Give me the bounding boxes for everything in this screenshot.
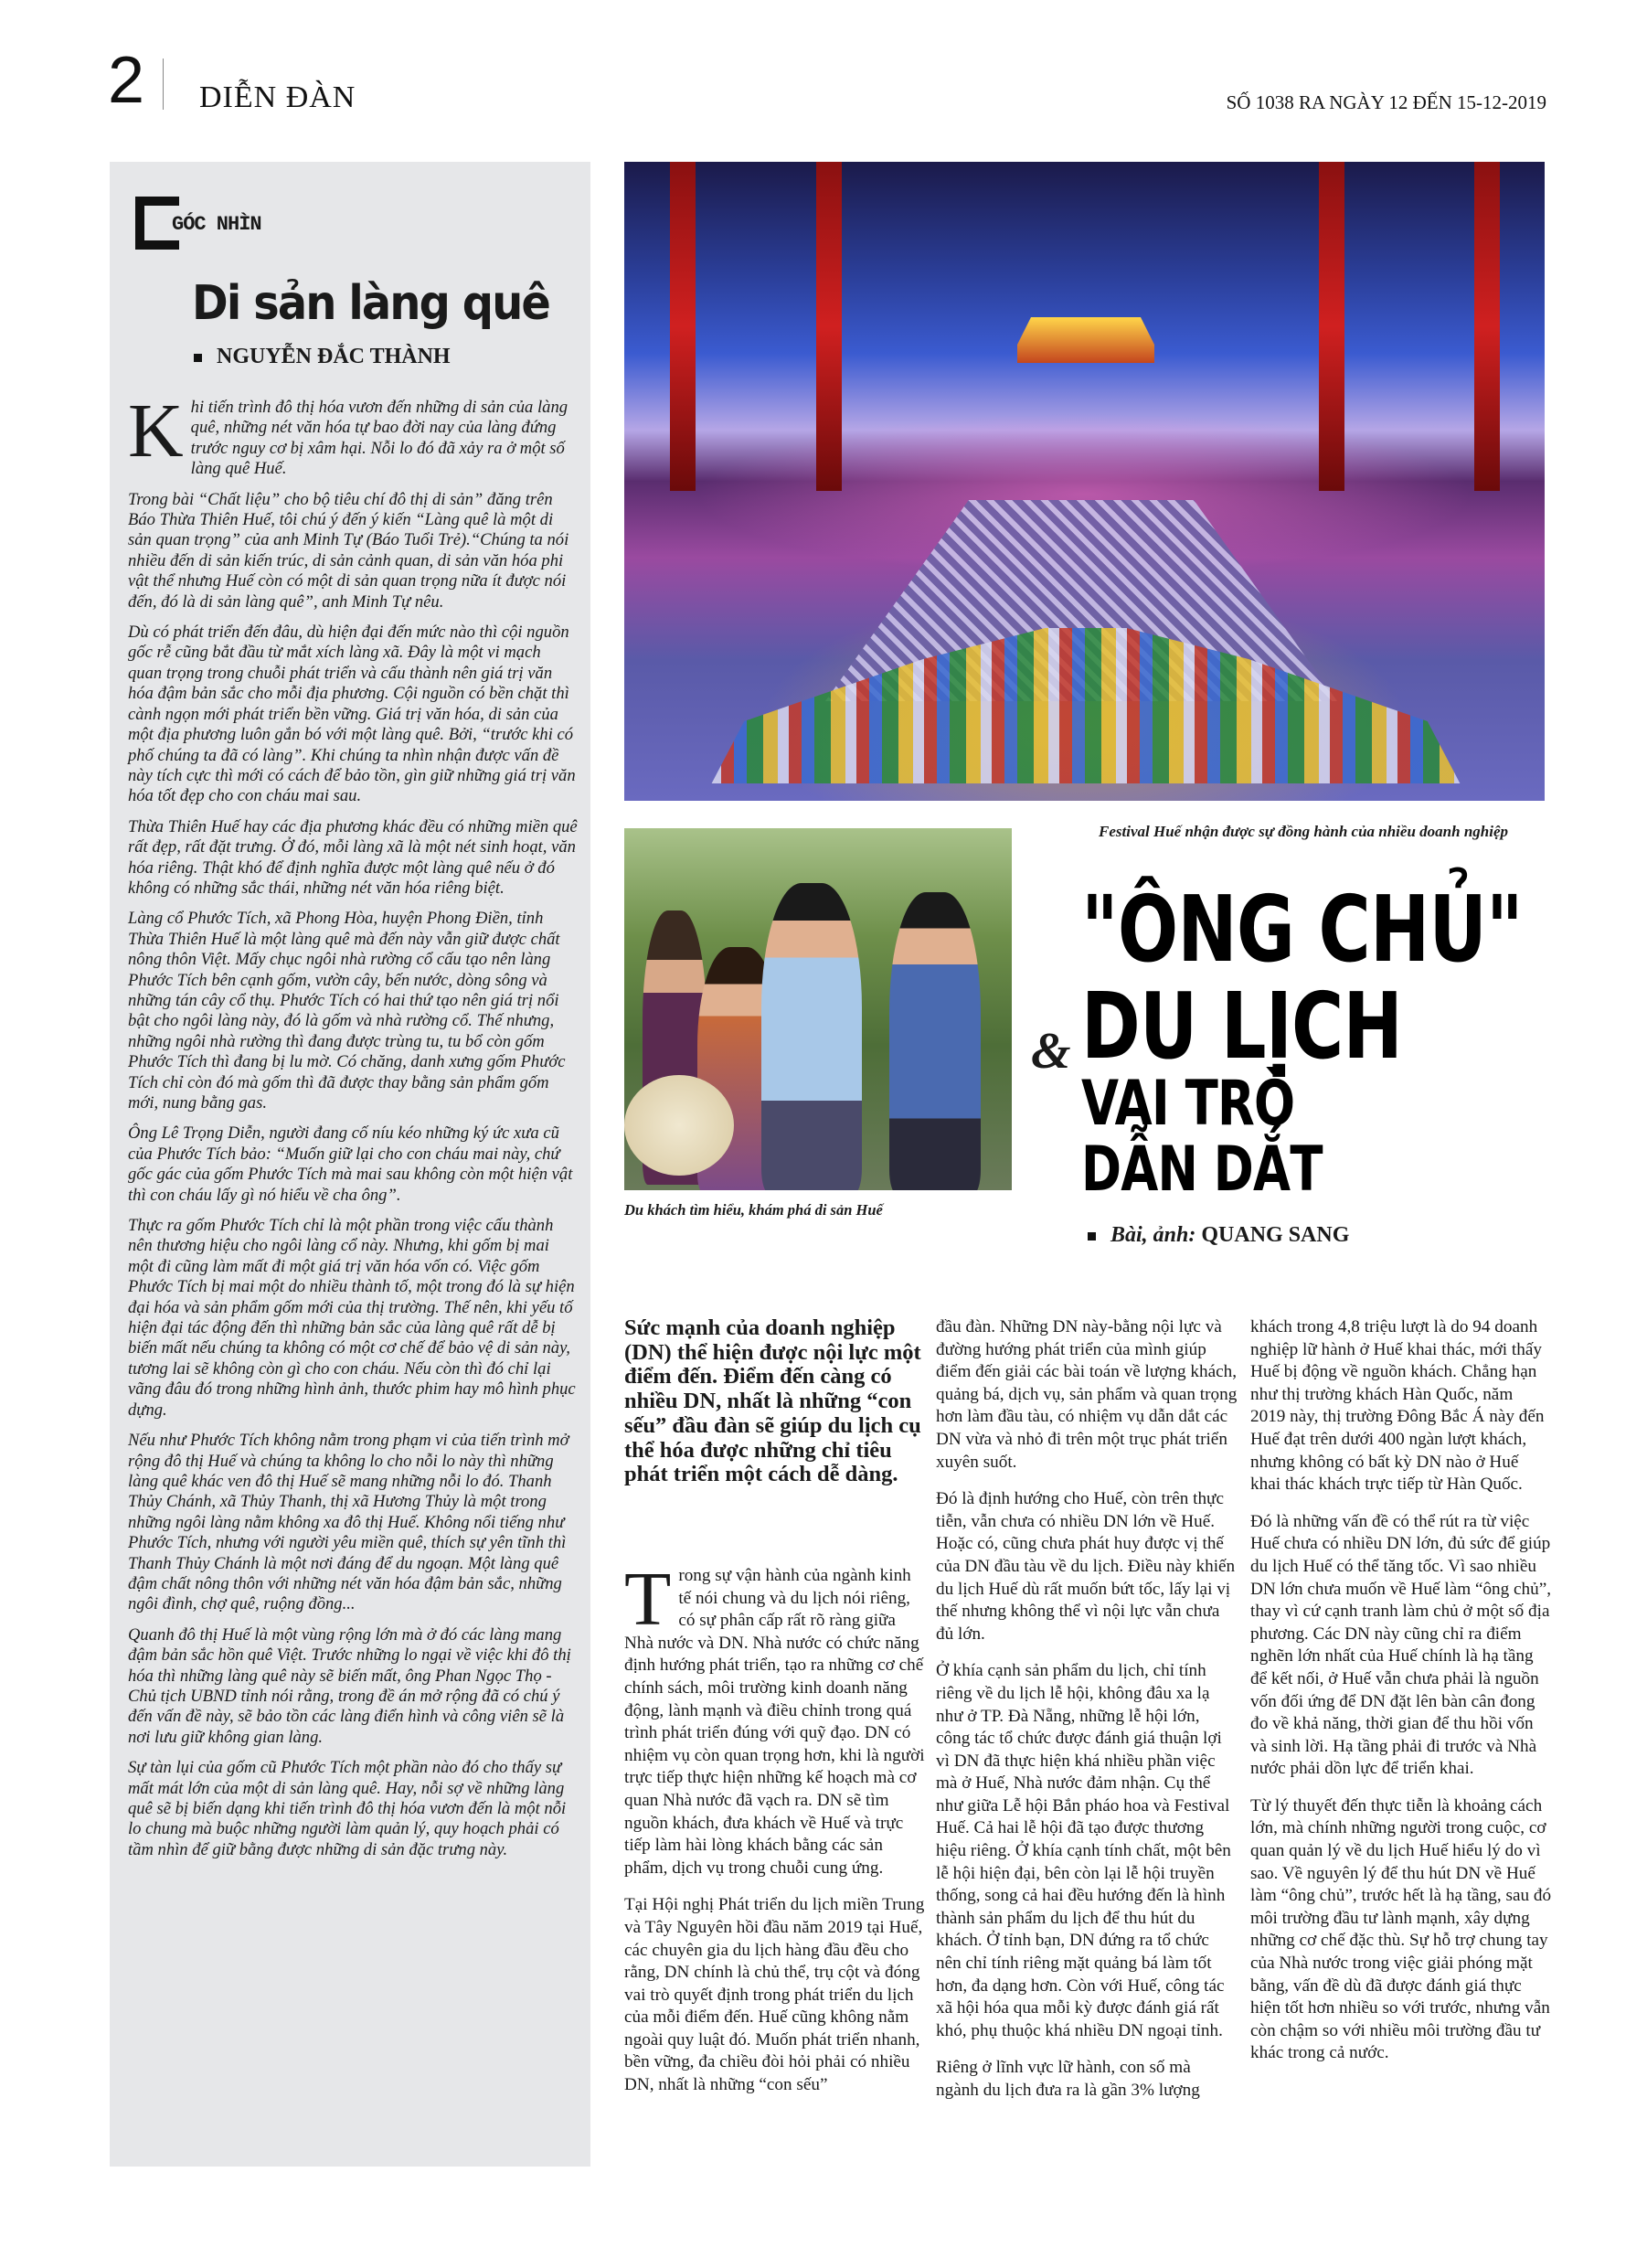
paragraph: Nếu như Phước Tích không nằm trong phạm vi của tiến trình mở rộng đô thị Huế và chúng ta không lo cho nỗi lo này thì những làng quê khác ven đô thị Huế sẽ mang những nỗi lo đó. Thanh Thủy Chánh, xã Thủy Thanh, thị xã Hương Thủy là một trong những ngôi làng nằm không xa đô thị Huế. Không nổi tiếng như Phước Tích, nhưng với người yêu miền quê, thích sự yên tĩnh thì Thanh Thủy Chánh là một nơi đáng để du ngoạn. Một làng quê đậm chất nông thôn với những nét văn hóa đậm bản sắc, những ngôi đình, chợ quê, ruộng đồng... — [128, 1431, 569, 1614]
page-number: 2 — [108, 44, 145, 117]
sidebar-title: Di sản làng quê — [192, 276, 550, 331]
paragraph — [128, 389, 578, 480]
paragraph-text: rong sự vận hành của ngành kinh tế nói chung và du lịch nói riêng, có sự phân cấp rất rõ ràng giữa Nhà nước và DN. Nhà nước có chức năng định hướng phát triển, tạo ra những cơ chế chính sách, môi trường kinh doanh năng động, lành mạnh và điều chỉnh trong quá trình phát triển đúng với quỹ đạo. DN có nhiệm vụ còn quan trọng hơn, khi là người trực tiếp thực hiện những kế hoạch mà cơ quan Nhà nước đã vạch ra. DN sẽ tìm nguồn khách, đưa khách về Huế và trực tiếp làm hài lòng khách bằng các sản phẩm, dịch vụ trong chuỗi cung ứng. — [624, 1566, 925, 1878]
article-column-3 — [1250, 1316, 1552, 2080]
byline-name: QUANG SANG — [1201, 1223, 1350, 1247]
headline-ampersand: & — [1031, 1023, 1071, 1080]
byline-label: Bài, ảnh: — [1110, 1223, 1196, 1247]
paragraph: Làng cổ Phước Tích, xã Phong Hòa, huyện Phong Điền, tỉnh Thừa Thiên Huế là một làng quê mà đến này vẫn giữ được chất nông thôn Việt. Mấy chục ngôi nhà rường cổ cấu tạo nên làng Phước Tích bên cạnh gốm, vườn cây, bến nước, dòng sông và những tán cây cổ thụ. Phước Tích có hai thứ tạo nên giá trị nổi bật cho ngôi làng này, đó là gốm và nhà rường cổ. Thế nhưng, những ngôi nhà rường thì đang được trùng tu, tu bổ còn gốm Phước Tích thì đang bị lu mờ. Có chăng, danh xưng gốm Phước Tích chỉ còn đó mà gốm thì đã được thay bằng sản phẩm gốm mới, nung bằng gas. — [128, 909, 566, 1113]
paragraph: Dù có phát triển đến đâu, dù hiện đại đến mức nào thì cội nguồn gốc rễ cũng bắt đầu từ mắt xích làng xã. Đây là một vi mạch quan trọng trong chuỗi phát triển và cấu thành nên giá trị văn hóa đậm bản sắc cho mỗi địa phương. Cội nguồn có bền chặt thì cành ngọn mới phát triển bền vững. Giá trị văn hóa, di sản của một địa phương luôn gắn bó với một làng quê. Bởi, “trước khi có phố chúng ta đã có làng”. Khi chúng ta nhìn nhận được vấn đề này tích cực thì mới có cách để bảo tồn, gìn giữ những giá trị văn hóa tốt đẹp cho con cháu mai sau. — [128, 623, 576, 806]
paragraph: Trong bài “Chất liệu” cho bộ tiêu chí đô thị di sản” đăng trên Báo Thừa Thiên Huế, tôi chú ý đến ý kiến “Làng quê là một di sản quan trọng” của anh Minh Tự (Báo Tuổi Trẻ).“Chúng ta nói nhiều đến di sản kiến trúc, di sản cảnh quan, di sản văn hóa phi vật thể nhưng Huế còn có một di sản quan trọng nữa ít được nói đến, đó là di sản làng quê”, anh Minh Tự nêu. — [128, 489, 569, 612]
headline-line: DẪN DẮT — [1081, 1134, 1323, 1206]
headline-line: DU LỊCH — [1081, 973, 1403, 1080]
small-photo-caption: Du khách tìm hiểu, khám phá di sản Huế — [624, 1201, 883, 1219]
paragraph: Thừa Thiên Huế hay các địa phương khác đều có những miền quê rất đẹp, rất đặt trưng. Ở đó, mỗi làng xã là một nét sinh hoạt, văn hóa riêng. Thật khó để định nghĩa được một làng quê nếu ở đó không có những sắc thái, những nét văn hóa riêng biệt. — [128, 816, 578, 898]
paragraph: Sự tàn lụi của gốm cũ Phước Tích một phần nào đó cho thấy sự mất mát lớn của một di sản làng quê. Hay, nỗi sợ về những làng quê sẽ bị biến dạng khi tiến trình đô thị hóa vươn đến là một nỗi lo chung mà buộc những người làm quản lý, quy hoạch phải có tầm nhìn để giữ bằng được những di sản đặc trưng này. — [128, 1758, 567, 1859]
paragraph: khách trong 4,8 triệu lượt là do 94 doanh nghiệp lữ hành ở Huế khai thác, mới thấy Huế bị động về nguồn khách. Chẳng hạn như thị trường khách Hàn Quốc, năm 2019 này, thị trường Đông Bắc Á này đến Huế đạt trên dưới 400 ngàn lượt khách, nhưng không có bất kỳ DN nào ở Huế khai thác khách trực tiếp từ Hàn Quốc. — [1250, 1317, 1545, 1495]
paragraph: đầu đàn. Những DN này-bằng nội lực và đường hướng phát triển của mình giúp điểm đến giải các bài toán về lượng khách, quảng bá, dịch vụ, sản phẩm và quan trọng hơn làm đầu tàu, có nhiệm vụ dẫn dắt các DN vừa và nhỏ đi trên một trục phát triển xuyên suốt. — [936, 1317, 1238, 1472]
paragraph — [624, 1557, 926, 1879]
article-byline — [1088, 1223, 1349, 1248]
main-photo-caption: Festival Huế nhận được sự đồng hành của nhiều doanh nghiệp — [1099, 823, 1508, 840]
paragraph: Ở khía cạnh sản phẩm du lịch, chỉ tính riêng về du lịch lễ hội, không đâu xa lạ như ở TP. Đà Nẵng, những lễ hội lớn, công tác tổ chức được đánh giá thuận lợi vì DN đã thực hiện khá nhiều phần việc mà ở Huế, Nhà nước đảm nhận. Cụ thể như giữa Lễ hội Bắn pháo hoa và Festival Huế. Cả hai lễ hội đã tạo được thương hiệu riêng. Ở khía cạnh tính chất, một bên lễ hội hiện đại, bên còn lại lễ hội truyền thống, song cả hai đều hướng đến là hình thành sản phẩm du lịch để thu hút du khách. Ở tỉnh bạn, DN đứng ra tổ chức nên chỉ tính riêng mặt quảng bá làm tốt hơn, đa dạng hơn. Còn với Huế, công tác xã hội hóa qua mỗi kỳ được đánh giá rất khó, phụ thuộc khá nhiều DN ngoại tỉnh. — [936, 1661, 1231, 2040]
sidebar-author — [194, 345, 451, 369]
article-column-2 — [936, 1316, 1238, 2117]
paragraph: Từ lý thuyết đến thực tiễn là khoảng cách lớn, mà chính những người trong cuộc, cơ quan quản lý về du lịch Huế hiểu lý do vì sao. Về nguyên lý để thu hút DN về Huế làm “ông chủ”, trước hết là hạ tầng, sau đó môi trường đầu tư lành mạnh, xây dựng những cơ chế đặc thù. Sự hỗ trợ chung tay của Nhà nước trong việc giải phóng mặt bằng, vấn đề dù đã được đánh giá thực hiện tốt hơn nhiều so với trước, nhưng vẫn còn chậm so với nhiều môi trường đầu tư khác trong cả nước. — [1250, 1795, 1552, 2063]
bullet-square-icon — [194, 354, 202, 362]
paragraph-text: hi tiến trình đô thị hóa vươn đến những di sản của làng quê, những nét văn hóa tự bao đời nay của làng đứng trước nguy cơ bị xâm hại. Nỗi lo đó đã xảy ra ở một số làng quê Huế. — [190, 398, 568, 479]
paragraph: Đó là định hướng cho Huế, còn trên thực tiễn, vẫn chưa có nhiều DN lớn về Huế. Hoặc có, cũng chưa phát huy được vị thế của DN đầu tàu về du lịch. Điều này khiến du lịch Huế dù rất muốn bứt tốc, lấy lại vị thế nhưng không thể vì nội lực vẫn chưa đủ lớn. — [936, 1489, 1236, 1644]
drop-cap: K — [128, 389, 184, 474]
section-title: DIỄN ĐÀN — [199, 80, 356, 114]
article-column-1 — [624, 1557, 926, 2112]
paragraph: Quanh đô thị Huế là một vùng rộng lớn mà ở đó các làng mang đậm bản sắc hồn quê Việt. Trước những lo ngại về việc khi đô thị hóa thì những làng quê này sẽ biến mất, ông Phan Ngọc Thọ - Chủ tịch UBND tỉnh nói rằng, trong đề án mở rộng đã có chú ý đến vấn đề này, sẽ bảo tồn các làng điển hình và công viên sẽ là nơi lưu giữ không gian làng. — [128, 1624, 571, 1747]
sidebar-opinion-column — [110, 162, 590, 2167]
paragraph: Riêng ở lĩnh vực lữ hành, con số mà ngành du lịch đưa ra là gần 3% lượng — [936, 2058, 1200, 2100]
headline-line: VAI TRÒ — [1081, 1068, 1295, 1140]
paragraph: Thực ra gốm Phước Tích chỉ là một phần trong việc cấu thành nên thương hiệu cho ngôi làng cổ này. Nhưng, khi gốm bị mai một đi cũng làm mất đi một giá trị văn hóa vốn có. Việc gốm Phước Tích bị mai một do nhiều thành tố, một trong đó là sự hiện đại hóa và sản phẩm gốm mới của thị trường. Thế nên, khi yếu tố hiện đại tác động đến thì những bản sắc của làng quê rất dễ bị biến mất nếu chúng ta không có một cơ chế để bảo vệ di sản này, tương lai sẽ không còn gì cho con cháu. Nếu còn thì đó chỉ lại vãng đâu đó trong những hình ảnh, thước phim hay mô hình phục dựng. — [128, 1216, 576, 1420]
article-lead: Sức mạnh của doanh nghiệp (DN) thể hiện được nội lực một điểm đến. Điểm đến càng có nhiều DN, nhất là những “con sếu” đầu đàn sẽ giúp du lịch cụ thể hóa được những chỉ tiêu phát triển một cách dễ dàng. — [624, 1315, 921, 1487]
paragraph: Ông Lê Trọng Diễn, người đang cố níu kéo những ký ức xưa cũ của Phước Tích bảo: “Muốn giữ lại cho con cháu mai này, chứ gốc gác của gốm Phước Tích mà mai sau không còn một hiện vật thì con cháu lấy gì nó hiểu về cha ông”. — [128, 1123, 573, 1205]
headline-line: "ÔNG CHỦ" — [1081, 876, 1523, 983]
column-label: GÓC NHÌN — [172, 213, 261, 236]
issue-info: SỐ 1038 RA NGÀY 12 ĐẾN 15-12-2019 — [1226, 91, 1546, 113]
bullet-square-icon — [1088, 1232, 1096, 1240]
tourists-photo — [624, 828, 1012, 1190]
festival-stage-photo — [624, 162, 1545, 801]
drop-cap: T — [624, 1557, 672, 1642]
paragraph: Đó là những vấn đề có thể rút ra từ việc Huế chưa có nhiều DN lớn, đủ sức để giúp du lịch Huế có thể tăng tốc. Vì sao nhiều DN lớn chưa muốn về Huế làm “ông chủ”, thay vì cứ cạnh tranh làm chủ ở một số địa phương. Các DN này cũng chỉ ra điểm nghẽn lớn nhất của Huế chính là hạ tầng để kết nối, ở Huế vẫn chưa phải là nguồn vốn đối ứng để DN đặt lên bàn cân đong đo về khả năng, thời gian để thu hồi vốn và sinh lời. Hạ tầng phải đi trước và Nhà nước phải dồn lực để triển khai. — [1250, 1511, 1552, 1779]
sidebar-body — [128, 389, 578, 1870]
author-name: NGUYỄN ĐẮC THÀNH — [217, 345, 451, 368]
header-divider — [163, 59, 164, 110]
paragraph: Tại Hội nghị Phát triển du lịch miền Trung và Tây Nguyên hồi đầu năm 2019 tại Huế, các chuyên gia du lịch hàng đầu đều cho rằng, DN chính là chủ thể, trụ cột và đóng vai trò quyết định trong phát triển du lịch của mỗi điểm đến. Huế cũng không nằm ngoài quy luật đó. Muốn phát triển nhanh, bền vững, đa chiều đòi hỏi phải có nhiều DN, nhất là những “con sếu” — [624, 1895, 925, 2095]
